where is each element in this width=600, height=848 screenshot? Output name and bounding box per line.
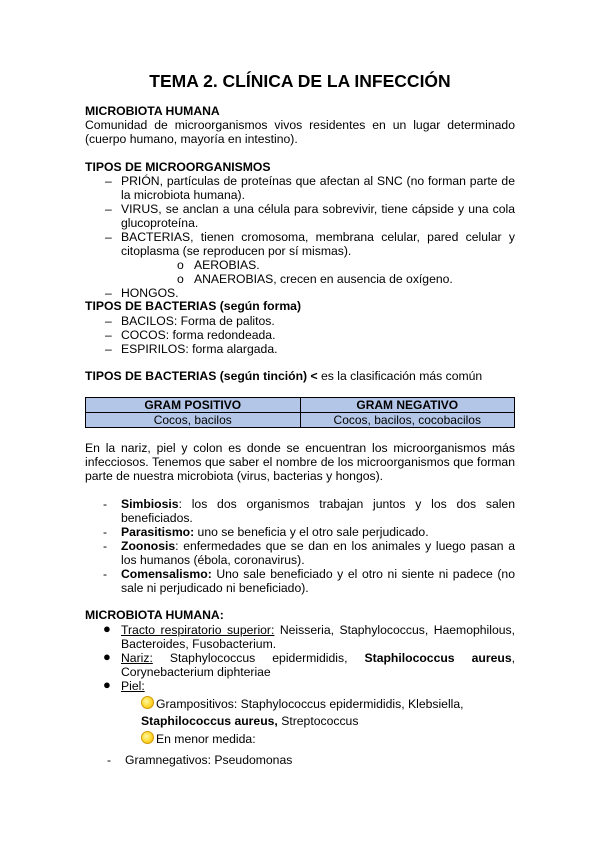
term: Parasitismo: (121, 525, 195, 539)
dash-marker: – (105, 230, 112, 244)
section-heading-tincion (85, 369, 515, 383)
sub-list-item-text: AEROBIAS. (194, 258, 260, 272)
tincion-heading-note: es la clasificación más común (317, 369, 483, 383)
dash-marker: – (105, 342, 112, 356)
list-item-text: BACTERIAS, tienen cromosoma, membrana celular, pared celular y citoplasma (se reproducen por sí mismas). (121, 230, 515, 258)
piel-sub-text-2: Streptococcus (277, 714, 359, 728)
list-item-text (121, 497, 515, 525)
sub-list-item-text: ANAEROBIAS, crecen en ausencia de oxígeno. (194, 272, 453, 286)
term: Comensalismo: (121, 567, 212, 581)
table-header-gram-positivo: GRAM POSITIVO (86, 398, 301, 413)
list-item-text (121, 525, 515, 539)
list-item-text: VIRUS, se anclan a una célula para sobrevivir, tiene cápside y una cola glucoproteína. (121, 202, 515, 230)
list-item-text: PRIÓN, partículas de proteínas que afectan al SNC (no forman parte de la microbiota humana). (121, 174, 515, 202)
dash-marker: – (105, 328, 112, 342)
sun-emoji-icon (141, 731, 154, 744)
piel-sub-item-text (141, 697, 464, 728)
tracto-label: Tracto respiratorio superior: (121, 623, 275, 637)
intro-paragraph: En la nariz, piel y colon es donde se encuentran los microorganismos más infecciosos. Tenemos que saber el nombre de los microorganismos que forman parte de nuestra microbiota (virus, bacterias y hongos). (85, 441, 515, 483)
dash-marker: - (103, 497, 108, 511)
list-item-text: HONGOS. (121, 286, 179, 300)
section-heading-microbiota-2: MICROBIOTA HUMANA: (85, 608, 224, 622)
dash-marker: – (105, 202, 112, 216)
microbiota-definition: Comunidad de microorganismos vivos residentes en un lugar determinado (cuerpo humano, mayoría en intestino). (85, 118, 515, 146)
piel-sub-item (141, 731, 515, 746)
section-heading-tipos-microorganismos: TIPOS DE MICROORGANISMOS (85, 160, 271, 174)
table-header-gram-negativo: GRAM NEGATIVO (300, 398, 515, 413)
list-item-text (121, 623, 515, 651)
list-item-text (121, 539, 515, 567)
page-title: TEMA 2. CLÍNICA DE LA INFECCIÓN (149, 71, 451, 91)
dash-marker: - (103, 567, 108, 581)
nariz-text: Staphylococcus epidermididis, (152, 651, 365, 665)
circle-marker: o (177, 272, 184, 286)
dash-marker: – (105, 286, 112, 300)
piel-label: Piel: (121, 679, 145, 693)
list-item-text (121, 651, 515, 679)
piel-sub-item-text: En menor medida: (156, 732, 256, 746)
nariz-bold: Staphilococcus aureus (364, 651, 512, 665)
bullet-marker: ● (103, 677, 111, 692)
definition: los dos organismos trabajan juntos y los dos salen beneficiados. (121, 497, 515, 525)
dash-marker: – (105, 314, 112, 328)
tracto-text: Neisseria, Staphylococcus, Haemophilous, Bacteroides, Fusobacterium. (121, 623, 515, 651)
dash-marker: - (103, 525, 108, 539)
table-cell: Cocos, bacilos, cocobacilos (300, 413, 515, 428)
section-heading-tipos-forma: TIPOS DE BACTERIAS (según forma) (85, 299, 302, 313)
list-item-text: ESPIRILOS: forma alargada. (121, 342, 278, 356)
bullet-marker: ● (103, 621, 111, 636)
list-item-text: COCOS: forma redondeada. (121, 328, 276, 342)
dash-marker: - (103, 539, 108, 553)
sun-emoji-icon (141, 696, 154, 709)
gram-table (85, 397, 515, 428)
dash-marker: - (107, 753, 112, 767)
piel-sub-item (141, 696, 515, 730)
section-heading-microbiota: MICROBIOTA HUMANA (85, 104, 220, 118)
list-item-text: BACILOS: Forma de palitos. (121, 314, 275, 328)
table-header-row (86, 398, 515, 413)
circle-marker: o (177, 258, 184, 272)
list-item-text: Gramnegativos: Pseudomonas (125, 753, 293, 767)
list-item-text (121, 567, 515, 595)
piel-sub-text: Grampositivos: Staphylococcus epidermididis, Klebsiella, (156, 697, 464, 711)
term-separator: : (175, 539, 179, 553)
table-row (86, 413, 515, 428)
nariz-label: Nariz: (121, 651, 153, 665)
bullet-marker: ● (103, 649, 111, 664)
definition: enfermedades que se dan en los animales y luego pasan a los humanos (ébola, coronavirus). (121, 539, 515, 567)
table-cell: Cocos, bacilos (86, 413, 301, 428)
definition: uno se beneficia y el otro sale perjudicado. (194, 525, 429, 539)
term: Simbiosis (121, 497, 179, 511)
tincion-heading-bold: TIPOS DE BACTERIAS (según tinción) < (85, 369, 318, 383)
nariz-text-2: , Corynebacterium diphteriae (121, 651, 515, 679)
definition: Uno sale beneficiado y el otro ni siente ni padece (no sale ni perjudicado ni beneficiado). (121, 567, 515, 595)
piel-sub-bold: Staphilococcus aureus, (141, 714, 278, 728)
term: Zoonosis (121, 539, 176, 553)
dash-marker: – (105, 174, 112, 188)
term-separator: : (178, 497, 182, 511)
